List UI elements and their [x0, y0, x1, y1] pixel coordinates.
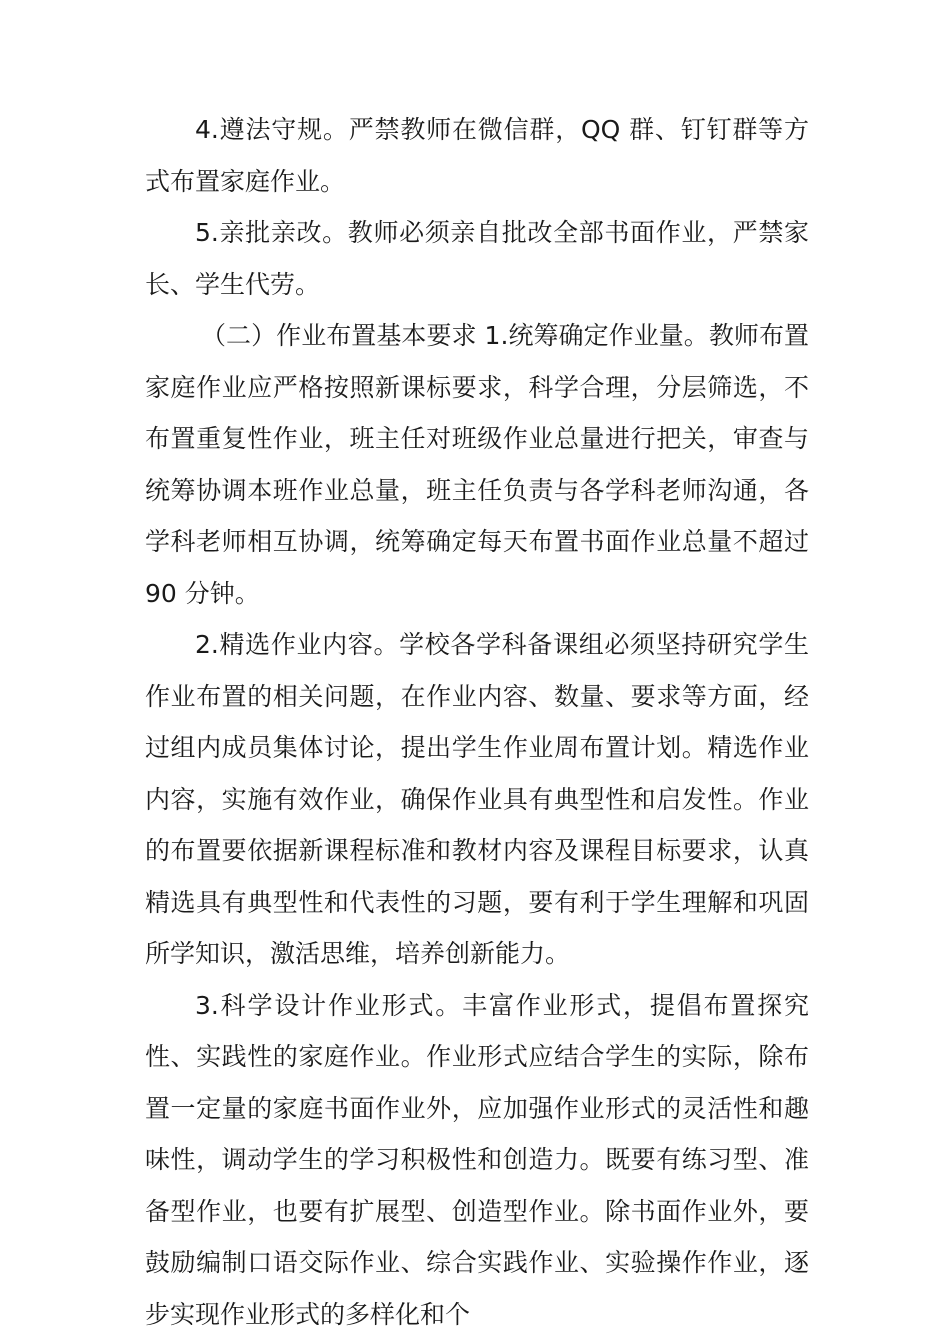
paragraph-rule-5: 5.亲批亲改。教师必须亲自批改全部书面作业，严禁家长、学生代劳。: [145, 218, 809, 299]
paragraph-design-forms: 3.科学设计作业形式。丰富作业形式，提倡布置探究性、实践性的家庭作业。作业形式应结合学生的实际，除布置一定量的家庭书面作业外，应加强作业形式的灵活性和趣味性，调动学生的学习积极性和创造力。既要有练习型、准备型作业，也要有扩展型、创造型作业。除书面作业外，要鼓励编制口语交际作业、综合实践作业、实验操作作业，逐步实现作业形式的多样化和个: [145, 990, 809, 1329]
document-page: [145, 104, 809, 1340]
paragraph-select-content: 2.精选作业内容。学校各学科备课组必须坚持研究学生作业布置的相关问题，在作业内容、数量、要求等方面，经过组内成员集体讨论，提出学生作业周布置计划。精选作业内容，实施有效作业，确保作业具有典型性和启发性。作业的布置要依据新课程标准和教材内容及课程目标要求，认真精选具有典型性和代表性的习题，要有利于学生理解和巩固所学知识，激活思维，培养创新能力。: [145, 630, 809, 968]
paragraph-section-2-workload: （二）作业布置基本要求 1.统筹确定作业量。教师布置家庭作业应严格按照新课标要求，科学合理，分层筛选，不布置重复性作业，班主任对班级作业总量进行把关，审查与统筹协调本班作业总量，班主任负责与各学科老师沟通，各学科老师相互协调，统筹确定每天布置书面作业总量不超过 90 分钟。: [145, 321, 809, 608]
paragraph-rule-4: 4.遵法守规。严禁教师在微信群，QQ 群、钉钉群等方式布置家庭作业。: [145, 115, 809, 196]
